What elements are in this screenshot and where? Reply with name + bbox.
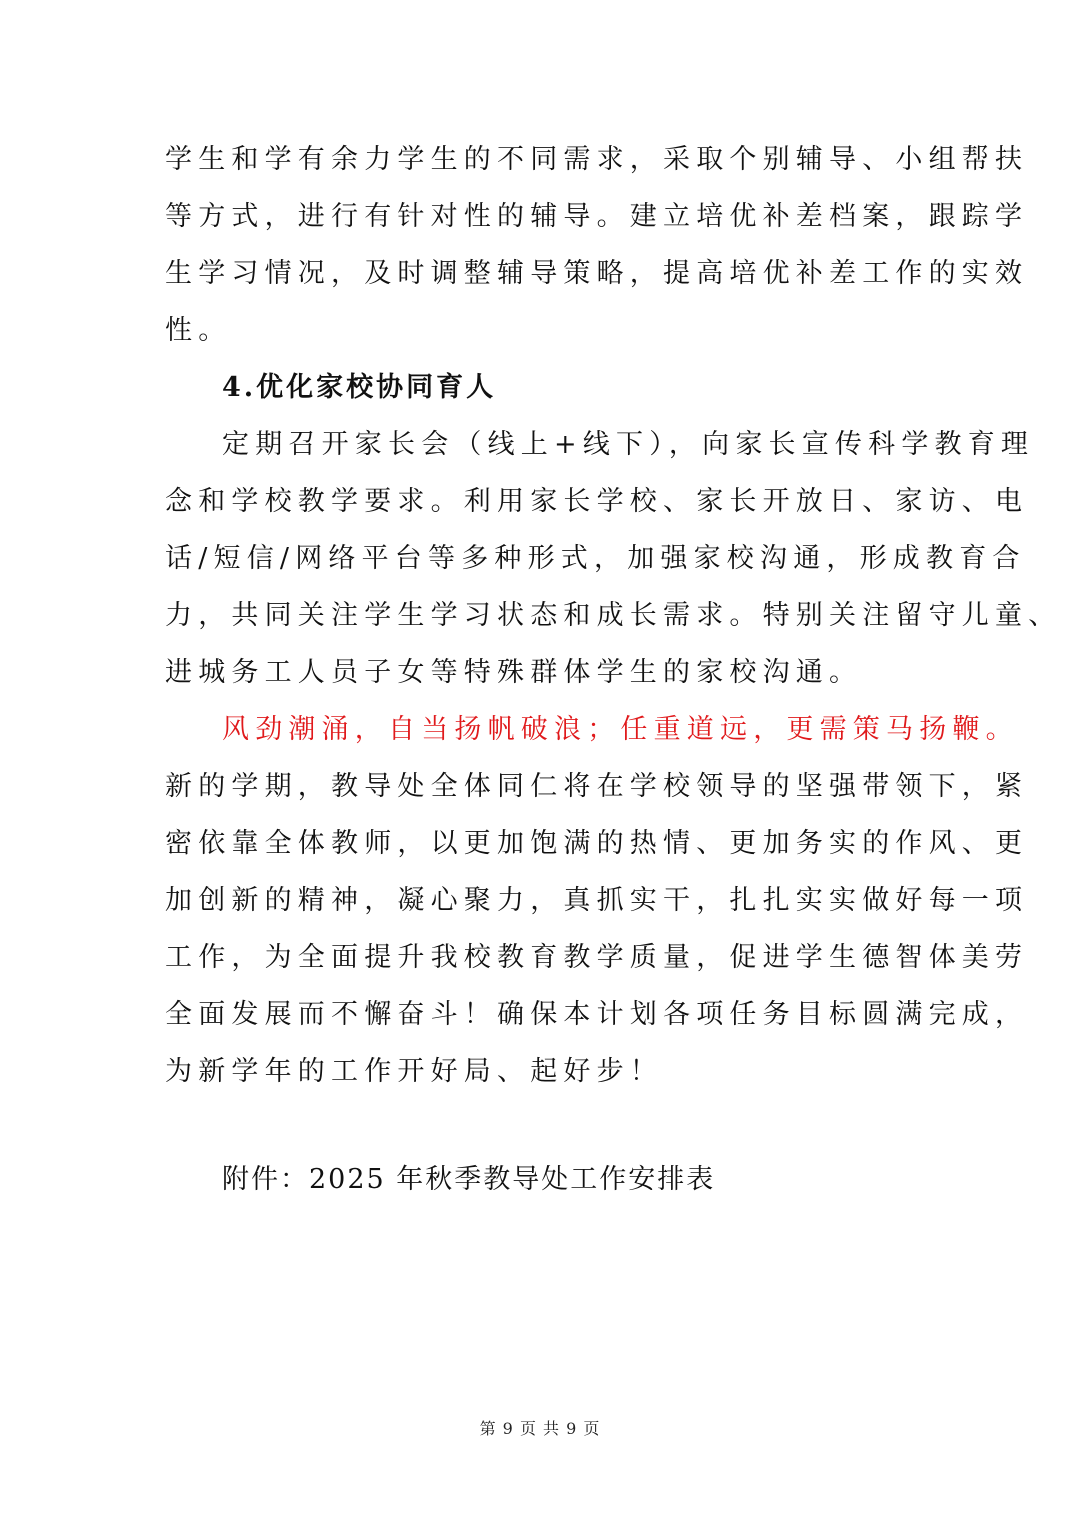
highlight-slogan: 风劲潮涌，自当扬帆破浪；任重道远，更需策马扬鞭。 (222, 714, 1019, 745)
text-line: 念和学校教学要求。利用家长学校、家长开放日、家访、电 (165, 486, 1029, 517)
page-number-footer: 第 9 页 共 9 页 (479, 1419, 601, 1438)
text-line: 进城务工人员子女等特殊群体学生的家校沟通。 (165, 657, 863, 688)
text-line: 定期召开家长会（线上+线下），向家长宣传科学教育理 (222, 429, 1035, 460)
text-line: 学生和学有余力学生的不同需求，采取个别辅导、小组帮扶 (165, 144, 1029, 175)
text-line: 力，共同关注学生学习状态和成长需求。特别关注留守儿童、 (165, 600, 1062, 631)
section-heading: 4.优化家校协同育人 (222, 372, 497, 403)
attachment-note: 附件：2025 年秋季教导处工作安排表 (222, 1164, 716, 1195)
text-line: 为新学年的工作开好局、起好步！ (165, 1056, 663, 1087)
text-line: 密依靠全体教师，以更加饱满的热情、更加务实的作风、更 (165, 828, 1029, 859)
text-line: 性。 (165, 315, 232, 346)
text-line: 话/短信/网络平台等多种形式，加强家校沟通，形成教育合 (165, 543, 1026, 574)
text-line: 全面发展而不懈奋斗！确保本计划各项任务目标圆满完成， (165, 999, 1029, 1030)
text-line: 工作，为全面提升我校教育教学质量，促进学生德智体美劳 (165, 942, 1029, 973)
text-line: 新的学期，教导处全体同仁将在学校领导的坚强带领下，紧 (165, 771, 1029, 802)
text-line: 等方式，进行有针对性的辅导。建立培优补差档案，跟踪学 (165, 201, 1029, 232)
text-line: 加创新的精神，凝心聚力，真抓实干，扎扎实实做好每一项 (165, 885, 1029, 916)
text-line: 生学习情况，及时调整辅导策略，提高培优补差工作的实效 (165, 258, 1029, 289)
